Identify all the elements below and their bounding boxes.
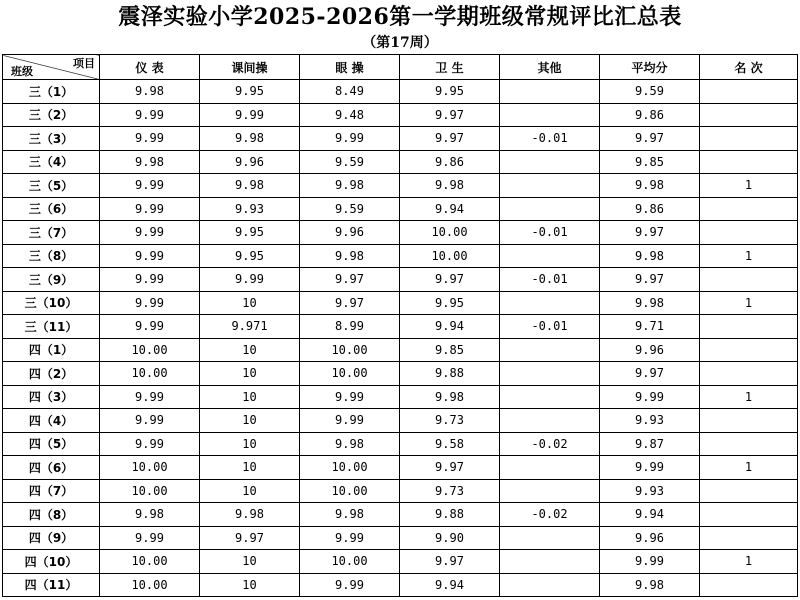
column-header: 眼 操 <box>300 55 400 80</box>
score-cell: 9.48 <box>300 103 400 127</box>
score-cell <box>700 103 798 127</box>
score-cell: 10.00 <box>300 456 400 480</box>
score-cell: 9.96 <box>600 338 700 362</box>
score-cell: 9.98 <box>300 432 400 456</box>
table-body <box>3 80 798 597</box>
class-label-cell: 四（9） <box>3 526 100 550</box>
table-row <box>3 338 798 362</box>
score-cell: 9.98 <box>600 291 700 315</box>
score-cell: 10 <box>200 432 300 456</box>
table-row <box>3 221 798 245</box>
score-cell: 9.971 <box>200 315 300 339</box>
class-label-cell: 四（1） <box>3 338 100 362</box>
column-header: 名 次 <box>700 55 798 80</box>
score-cell: 8.49 <box>300 80 400 104</box>
table-row <box>3 80 798 104</box>
score-cell: 10 <box>200 291 300 315</box>
score-cell: 9.59 <box>600 80 700 104</box>
table-row <box>3 573 798 597</box>
score-cell: 9.95 <box>400 291 500 315</box>
score-cell: 10.00 <box>400 244 500 268</box>
score-cell: 1 <box>700 456 798 480</box>
table-row <box>3 268 798 292</box>
score-cell: 9.99 <box>100 221 200 245</box>
score-cell: 9.97 <box>200 526 300 550</box>
corner-header-cell <box>3 55 100 80</box>
score-cell: 9.99 <box>100 197 200 221</box>
column-header: 卫 生 <box>400 55 500 80</box>
score-cell: 9.99 <box>600 550 700 574</box>
score-cell: 10 <box>200 573 300 597</box>
score-cell: 10 <box>200 479 300 503</box>
score-cell: 9.99 <box>100 103 200 127</box>
score-cell: 10 <box>200 338 300 362</box>
score-cell: 9.98 <box>200 503 300 527</box>
class-label-cell: 四（2） <box>3 362 100 386</box>
score-cell: 1 <box>700 291 798 315</box>
score-cell: -0.02 <box>500 503 600 527</box>
score-cell: 9.96 <box>200 150 300 174</box>
score-cell <box>500 573 600 597</box>
score-cell <box>700 409 798 433</box>
score-cell: 1 <box>700 174 798 198</box>
score-cell: 10.00 <box>100 338 200 362</box>
score-cell: 10.00 <box>100 550 200 574</box>
score-cell: 9.99 <box>100 385 200 409</box>
score-cell: 9.97 <box>400 456 500 480</box>
score-cell: 9.99 <box>600 456 700 480</box>
score-cell <box>500 150 600 174</box>
class-label-cell: 三（5） <box>3 174 100 198</box>
table-row <box>3 150 798 174</box>
score-cell: 8.99 <box>300 315 400 339</box>
table-row <box>3 503 798 527</box>
score-cell <box>500 244 600 268</box>
score-cell: 10.00 <box>300 479 400 503</box>
score-cell: 9.98 <box>100 80 200 104</box>
class-label-cell: 四（11） <box>3 573 100 597</box>
table-row <box>3 174 798 198</box>
score-cell: 9.95 <box>200 244 300 268</box>
column-header: 课间操 <box>200 55 300 80</box>
score-cell: 9.86 <box>400 150 500 174</box>
class-label-cell: 四（3） <box>3 385 100 409</box>
score-cell: 9.99 <box>100 315 200 339</box>
score-cell: 10.00 <box>400 221 500 245</box>
score-cell: 9.97 <box>300 291 400 315</box>
score-cell: 9.59 <box>300 150 400 174</box>
score-cell <box>500 550 600 574</box>
class-label-cell: 四（8） <box>3 503 100 527</box>
table-row <box>3 197 798 221</box>
score-cell: 9.71 <box>600 315 700 339</box>
score-cell: -0.01 <box>500 315 600 339</box>
score-cell: 9.95 <box>400 80 500 104</box>
score-cell: 9.98 <box>300 244 400 268</box>
score-cell <box>500 526 600 550</box>
table-row <box>3 432 798 456</box>
score-cell: 9.99 <box>100 432 200 456</box>
class-label-cell: 三（1） <box>3 80 100 104</box>
column-header: 平均分 <box>600 55 700 80</box>
score-cell: 9.99 <box>100 268 200 292</box>
score-cell: 9.98 <box>200 127 300 151</box>
score-cell: 9.98 <box>400 174 500 198</box>
table-row <box>3 409 798 433</box>
score-cell <box>700 150 798 174</box>
column-header: 其他 <box>500 55 600 80</box>
score-cell: 9.59 <box>300 197 400 221</box>
score-cell <box>500 362 600 386</box>
score-cell: 9.93 <box>600 409 700 433</box>
score-cell: 1 <box>700 550 798 574</box>
score-cell: 10.00 <box>300 362 400 386</box>
class-label-cell: 四（7） <box>3 479 100 503</box>
score-cell: -0.01 <box>500 221 600 245</box>
score-cell: 9.97 <box>400 127 500 151</box>
score-cell <box>500 103 600 127</box>
score-cell: 9.87 <box>600 432 700 456</box>
class-label-cell: 三（10） <box>3 291 100 315</box>
score-cell: 9.96 <box>600 526 700 550</box>
score-cell <box>500 80 600 104</box>
corner-label-item: 项目 <box>73 57 95 70</box>
class-label-cell: 三（8） <box>3 244 100 268</box>
score-cell: 10.00 <box>100 479 200 503</box>
class-label-cell: 三（6） <box>3 197 100 221</box>
score-cell: 10 <box>200 362 300 386</box>
score-cell <box>500 197 600 221</box>
score-cell: 9.94 <box>400 197 500 221</box>
table-row <box>3 244 798 268</box>
score-cell: 10 <box>200 409 300 433</box>
score-cell: 9.93 <box>600 479 700 503</box>
score-cell <box>700 526 798 550</box>
score-cell: 10.00 <box>100 362 200 386</box>
score-cell <box>500 174 600 198</box>
score-cell: 9.88 <box>400 362 500 386</box>
score-cell <box>500 338 600 362</box>
score-cell: 9.86 <box>600 103 700 127</box>
score-cell: 9.99 <box>300 385 400 409</box>
score-cell: 9.99 <box>300 409 400 433</box>
score-cell: 9.97 <box>400 103 500 127</box>
score-cell <box>500 291 600 315</box>
score-cell: 9.99 <box>300 127 400 151</box>
score-cell: 9.73 <box>400 479 500 503</box>
score-cell <box>700 432 798 456</box>
score-cell: 9.99 <box>300 573 400 597</box>
score-cell <box>500 409 600 433</box>
score-cell: 9.98 <box>200 174 300 198</box>
table-row <box>3 385 798 409</box>
table-row <box>3 291 798 315</box>
score-cell: 9.96 <box>300 221 400 245</box>
score-cell: 9.97 <box>600 221 700 245</box>
score-cell: 10.00 <box>100 456 200 480</box>
score-cell: 9.98 <box>100 150 200 174</box>
class-label-cell: 三（7） <box>3 221 100 245</box>
score-cell: -0.01 <box>500 268 600 292</box>
score-cell <box>500 479 600 503</box>
score-cell: 9.99 <box>100 409 200 433</box>
score-cell: 9.94 <box>600 503 700 527</box>
score-cell: 9.99 <box>100 174 200 198</box>
score-cell <box>700 268 798 292</box>
score-cell: 9.94 <box>400 315 500 339</box>
score-cell: 9.98 <box>300 503 400 527</box>
score-cell: 9.97 <box>600 127 700 151</box>
column-header: 仪 表 <box>100 55 200 80</box>
score-cell: 9.97 <box>600 362 700 386</box>
class-label-cell: 三（4） <box>3 150 100 174</box>
score-cell: 9.98 <box>400 385 500 409</box>
score-cell: -0.02 <box>500 432 600 456</box>
document-title: 震泽实验小学2025-2026第一学期班级常规评比汇总表 <box>118 4 682 30</box>
class-label-cell: 三（2） <box>3 103 100 127</box>
score-cell <box>700 362 798 386</box>
score-cell: 9.73 <box>400 409 500 433</box>
score-cell <box>700 197 798 221</box>
score-cell <box>700 573 798 597</box>
score-cell: 10 <box>200 456 300 480</box>
score-cell <box>700 315 798 339</box>
score-cell: 9.99 <box>600 385 700 409</box>
score-cell: 9.98 <box>300 174 400 198</box>
score-cell <box>700 80 798 104</box>
score-cell: 1 <box>700 244 798 268</box>
score-cell: 1 <box>700 385 798 409</box>
document-subtitle: （第17周） <box>362 35 438 51</box>
score-cell: 10.00 <box>100 573 200 597</box>
table-row <box>3 315 798 339</box>
score-cell: 9.99 <box>100 526 200 550</box>
score-cell <box>500 456 600 480</box>
score-cell: 10.00 <box>300 338 400 362</box>
class-label-cell: 三（9） <box>3 268 100 292</box>
score-cell: 9.99 <box>100 244 200 268</box>
score-cell: 9.85 <box>400 338 500 362</box>
score-cell: -0.01 <box>500 127 600 151</box>
score-cell: 9.97 <box>300 268 400 292</box>
table-row <box>3 127 798 151</box>
class-label-cell: 三（11） <box>3 315 100 339</box>
table-row <box>3 526 798 550</box>
class-label-cell: 四（4） <box>3 409 100 433</box>
table-row <box>3 456 798 480</box>
score-cell: 9.94 <box>400 573 500 597</box>
score-cell: 9.90 <box>400 526 500 550</box>
score-cell: 9.98 <box>100 503 200 527</box>
score-cell: 9.86 <box>600 197 700 221</box>
score-cell: 10 <box>200 550 300 574</box>
score-cell: 9.99 <box>200 103 300 127</box>
corner-label-class: 班级 <box>11 65 33 78</box>
score-cell: 9.95 <box>200 221 300 245</box>
score-cell: 9.99 <box>200 268 300 292</box>
score-cell: 9.98 <box>600 174 700 198</box>
score-cell: 9.93 <box>200 197 300 221</box>
score-cell: 9.98 <box>600 244 700 268</box>
score-cell: 9.85 <box>600 150 700 174</box>
summary-table <box>2 54 798 597</box>
score-cell <box>700 479 798 503</box>
score-cell: 9.99 <box>100 127 200 151</box>
table-row <box>3 550 798 574</box>
score-cell <box>700 503 798 527</box>
score-cell <box>700 338 798 362</box>
class-label-cell: 四（5） <box>3 432 100 456</box>
score-cell: 9.97 <box>400 550 500 574</box>
score-cell: 9.97 <box>600 268 700 292</box>
score-cell: 10.00 <box>300 550 400 574</box>
class-label-cell: 四（6） <box>3 456 100 480</box>
table-row <box>3 479 798 503</box>
score-cell <box>700 127 798 151</box>
table-row <box>3 362 798 386</box>
table-row <box>3 103 798 127</box>
score-cell: 9.58 <box>400 432 500 456</box>
score-cell: 10 <box>200 385 300 409</box>
class-label-cell: 三（3） <box>3 127 100 151</box>
score-cell <box>700 221 798 245</box>
score-cell: 9.95 <box>200 80 300 104</box>
score-cell <box>500 385 600 409</box>
score-cell: 9.97 <box>400 268 500 292</box>
score-cell: 9.99 <box>300 526 400 550</box>
score-cell: 9.98 <box>600 573 700 597</box>
score-cell: 9.99 <box>100 291 200 315</box>
class-label-cell: 四（10） <box>3 550 100 574</box>
score-cell: 9.88 <box>400 503 500 527</box>
header-row <box>3 55 798 80</box>
